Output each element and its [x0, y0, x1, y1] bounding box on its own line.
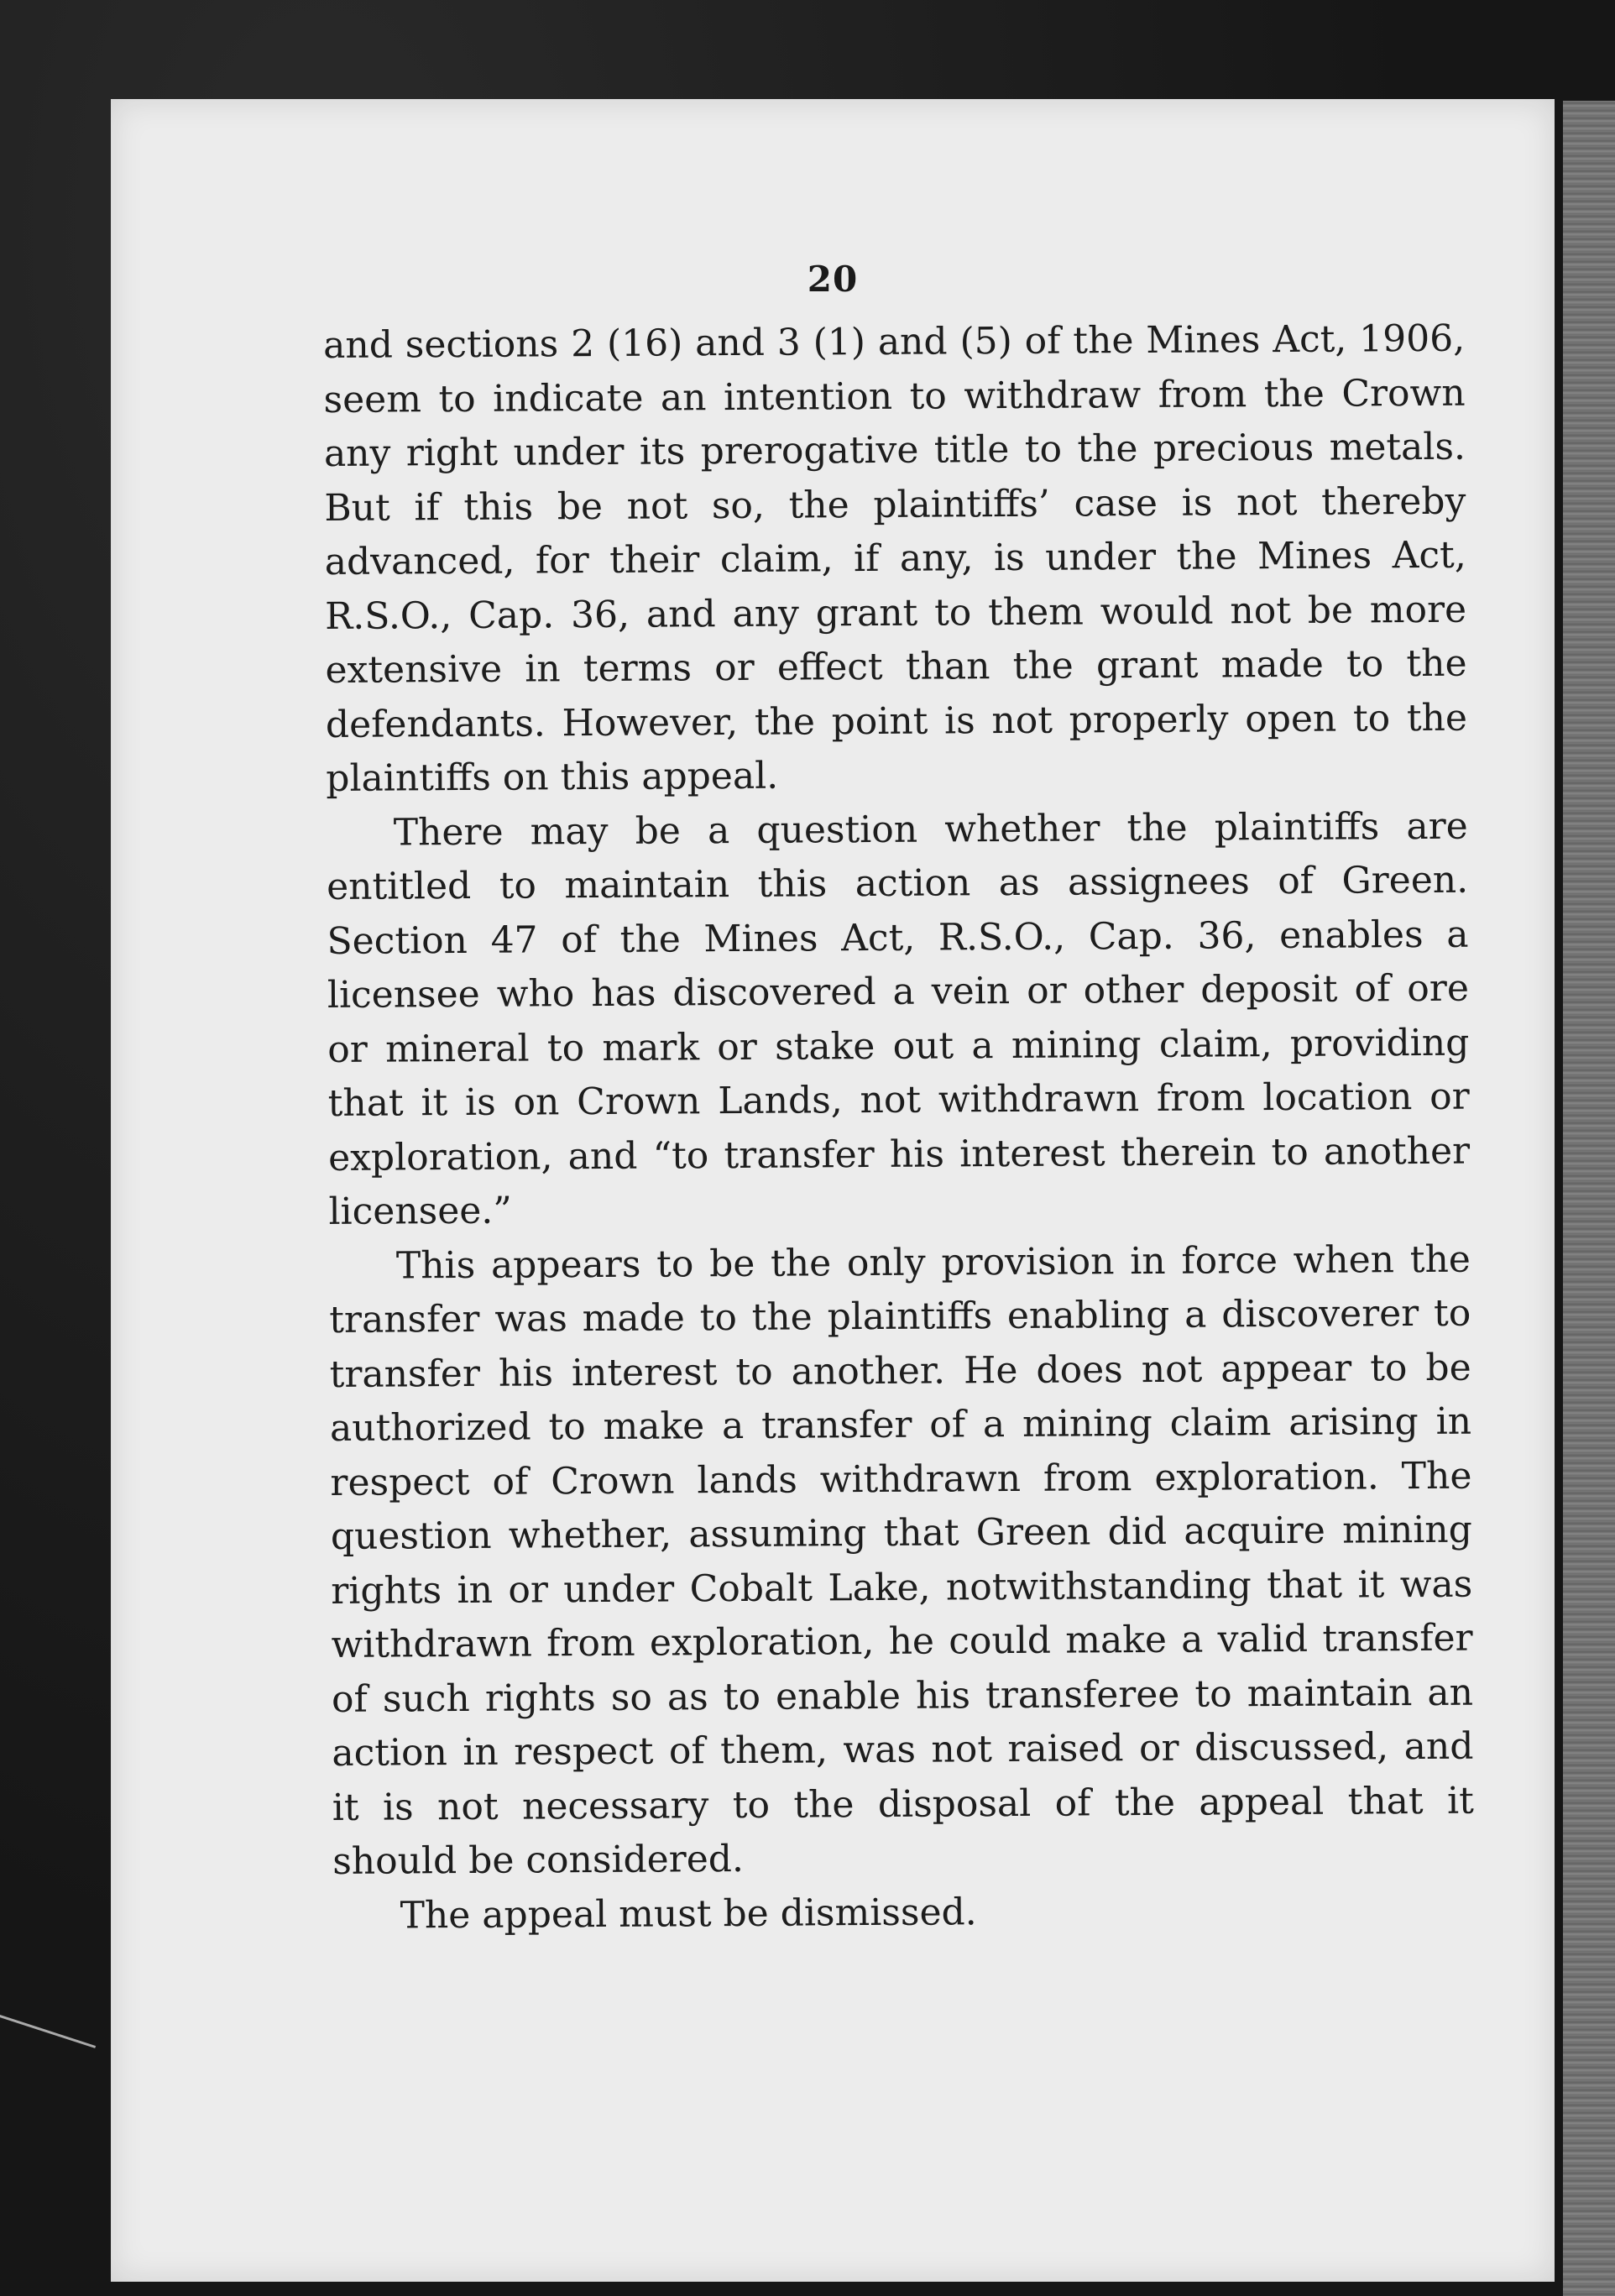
paragraph-3: This appears to be the only provision in force when the transfer was made to the plaintiffs enabling a discoverer to transfer his interest to another. He does not appear to be authorized to make a transfer of a mining claim arising in respect of Crown lands withdrawn from exploration. The question whether, assuming that Green did acquire mining rights in or under Cobalt Lake, notwithstanding that it was withdrawn from exploration, he could make a valid transfer of such rights so as to enable his transferee to maintain an action in respect of them, was not raised or discussed, and it is not necessary to the disposal of the appeal that it should be considered.	[329, 1237, 1474, 1883]
paragraph-1: and sections 2 (16) and 3 (1) and (5) of the Mines Act, 1906, seem to indicate an intention to withdraw from the Crown any right under its prerogative title to the precious metals. But if this be not so, the plaintiffs’ case is not thereby advanced, for their claim, if any, is under the Mines Act, R.S.O., Cap. 36, and any grant to them would not be more extensive in terms or effect than the grant made to the defendants. However, the point is not properly open to the plaintiffs on this appeal.	[323, 316, 1468, 800]
document-page	[111, 99, 1555, 2282]
paragraph-4: The appeal must be dismissed.	[400, 1890, 977, 1937]
scan-edge-strip	[1563, 101, 1615, 2296]
page-body	[323, 312, 1475, 1943]
paragraph-2: There may be a question whether the plaintiffs are entitled to maintain this action as assignees of Green. Section 47 of the Mines Act, R.S.O., Cap. 36, enables a licensee who has discovered a vein or other deposit of ore or mineral to mark or stake out a mining claim, providing that it is on Crown Lands, not withdrawn from location or exploration, and “to transfer his interest therein to another licensee.”	[326, 804, 1471, 1233]
page-number: 20	[807, 259, 859, 300]
